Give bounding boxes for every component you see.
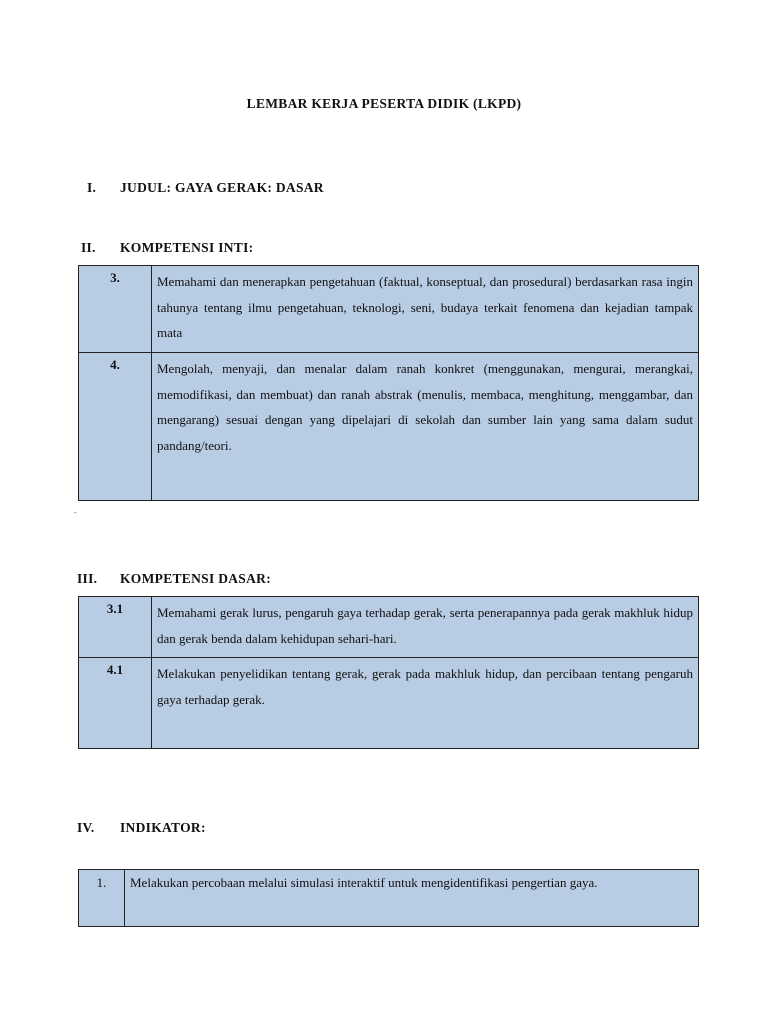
- section-number: IV.: [77, 820, 95, 835]
- section-kompetensi-dasar: [77, 571, 477, 589]
- table-row: [79, 870, 699, 927]
- section-judul: [87, 180, 487, 198]
- section-number: I.: [87, 180, 97, 195]
- row-text: Memahami dan menerapkan pengetahuan (faktual, konseptual, dan prosedural) berdasarkan rasa ingin tahunya tentang ilmu pengetahuan, teknologi, seni, budaya terkait fenomena dan kejadian tampak mata: [152, 266, 699, 353]
- table-row: [79, 266, 699, 353]
- indikator-table: [78, 869, 699, 927]
- table-row: [79, 597, 699, 658]
- table-row: [79, 353, 699, 501]
- section-number: II.: [81, 240, 96, 255]
- page-title: LEMBAR KERJA PESERTA DIDIK (LKPD): [246, 96, 522, 111]
- row-number: 3.: [79, 266, 152, 353]
- row-text: Melakukan penyelidikan tentang gerak, gerak pada makhluk hidup, dan percibaan tentang pengaruh gaya terhadap gerak.: [152, 658, 699, 749]
- table-row: [79, 658, 699, 749]
- row-number: 4.1: [79, 658, 152, 749]
- section-kompetensi-inti: [81, 240, 481, 258]
- row-number: 4.: [79, 353, 152, 501]
- section-number: III.: [77, 571, 98, 586]
- row-text: Memahami gerak lurus, pengaruh gaya terhadap gerak, serta penerapannya pada gerak makhluk hidup dan gerak benda dalam kehidupan sehari-hari.: [152, 597, 699, 658]
- kompetensi-dasar-table: [78, 596, 699, 749]
- row-text: Melakukan percobaan melalui simulasi interaktif untuk mengidentifikasi pengertian gaya.: [125, 870, 699, 927]
- section-indikator: [77, 820, 477, 838]
- row-text: Mengolah, menyaji, dan menalar dalam ranah konkret (menggunakan, mengurai, merangkai, memodifikasi, dan membuat) dan ranah abstrak (menulis, membaca, menghitung, menggambar, dan mengarang) sesuai dengan yang dipelajari di sekolah dan sumber lain yang sama dalam sudut pandang/teori.: [152, 353, 699, 501]
- section-title: KOMPETENSI INTI:: [120, 240, 254, 255]
- section-title: KOMPETENSI DASAR:: [120, 571, 271, 586]
- section-title: JUDUL: GAYA GERAK: DASAR: [120, 180, 324, 195]
- row-number: 1.: [79, 870, 125, 927]
- stray-mark: -: [74, 508, 77, 517]
- kompetensi-inti-table: [78, 265, 699, 501]
- row-number: 3.1: [79, 597, 152, 658]
- section-title: INDIKATOR:: [120, 820, 206, 835]
